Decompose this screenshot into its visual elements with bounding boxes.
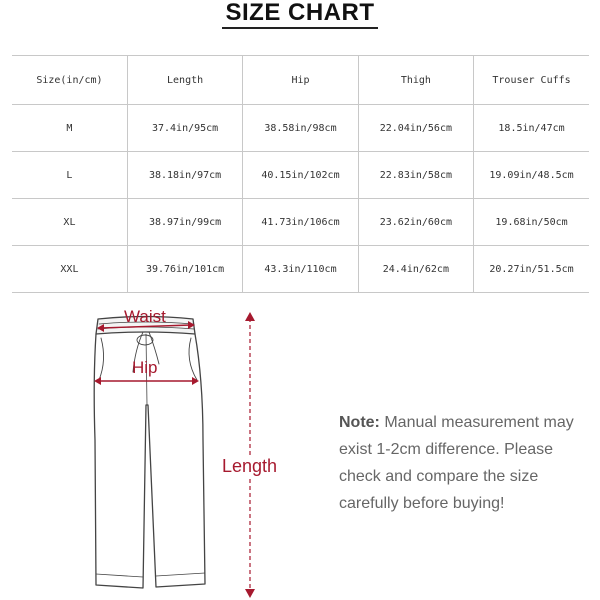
pants-diagram	[85, 300, 305, 600]
cell-hip: 41.73in/106cm	[243, 199, 358, 246]
header-thigh: Thigh	[358, 56, 473, 105]
cell-trouser-cuffs: 19.09in/48.5cm	[474, 152, 589, 199]
cell-hip: 40.15in/102cm	[243, 152, 358, 199]
header-trouser-cuffs: Trouser Cuffs	[474, 56, 589, 105]
table-row	[12, 199, 589, 246]
cell-length: 38.18in/97cm	[127, 152, 242, 199]
cell-thigh: 22.04in/56cm	[358, 105, 473, 152]
cell-thigh: 24.4in/62cm	[358, 246, 473, 293]
cell-trouser-cuffs: 20.27in/51.5cm	[474, 246, 589, 293]
cell-thigh: 22.83in/58cm	[358, 152, 473, 199]
table-row	[12, 246, 589, 293]
header-length: Length	[127, 56, 242, 105]
pants-outline-icon	[85, 300, 305, 600]
note-text: Manual measurement may exist 1-2cm difference. Please check and compare the size carefully before buying!	[339, 414, 574, 512]
size-table	[12, 55, 589, 293]
title-underline	[222, 27, 378, 29]
cell-size: L	[12, 152, 127, 199]
header-size: Size(in/cm)	[12, 56, 127, 105]
cell-trouser-cuffs: 19.68in/50cm	[474, 199, 589, 246]
cell-size: M	[12, 105, 127, 152]
cell-size: XXL	[12, 246, 127, 293]
measurement-note	[339, 409, 589, 517]
length-arrow-icon	[242, 312, 258, 598]
cell-size: XL	[12, 199, 127, 246]
cell-hip: 38.58in/98cm	[243, 105, 358, 152]
cell-hip: 43.3in/110cm	[243, 246, 358, 293]
waist-label: Waist	[124, 307, 166, 326]
cell-thigh: 23.62in/60cm	[358, 199, 473, 246]
cell-length: 38.97in/99cm	[127, 199, 242, 246]
table-header-row	[12, 56, 589, 105]
size-chart-title: SIZE CHART	[225, 0, 375, 26]
cell-length: 37.4in/95cm	[127, 105, 242, 152]
cell-length: 39.76in/101cm	[127, 246, 242, 293]
length-label: Length	[222, 456, 278, 476]
cell-trouser-cuffs: 18.5in/47cm	[474, 105, 589, 152]
table-row	[12, 105, 589, 152]
note-prefix: Note:	[339, 414, 380, 431]
table-row	[12, 152, 589, 199]
hip-label: Hip	[132, 358, 158, 377]
header-hip: Hip	[243, 56, 358, 105]
